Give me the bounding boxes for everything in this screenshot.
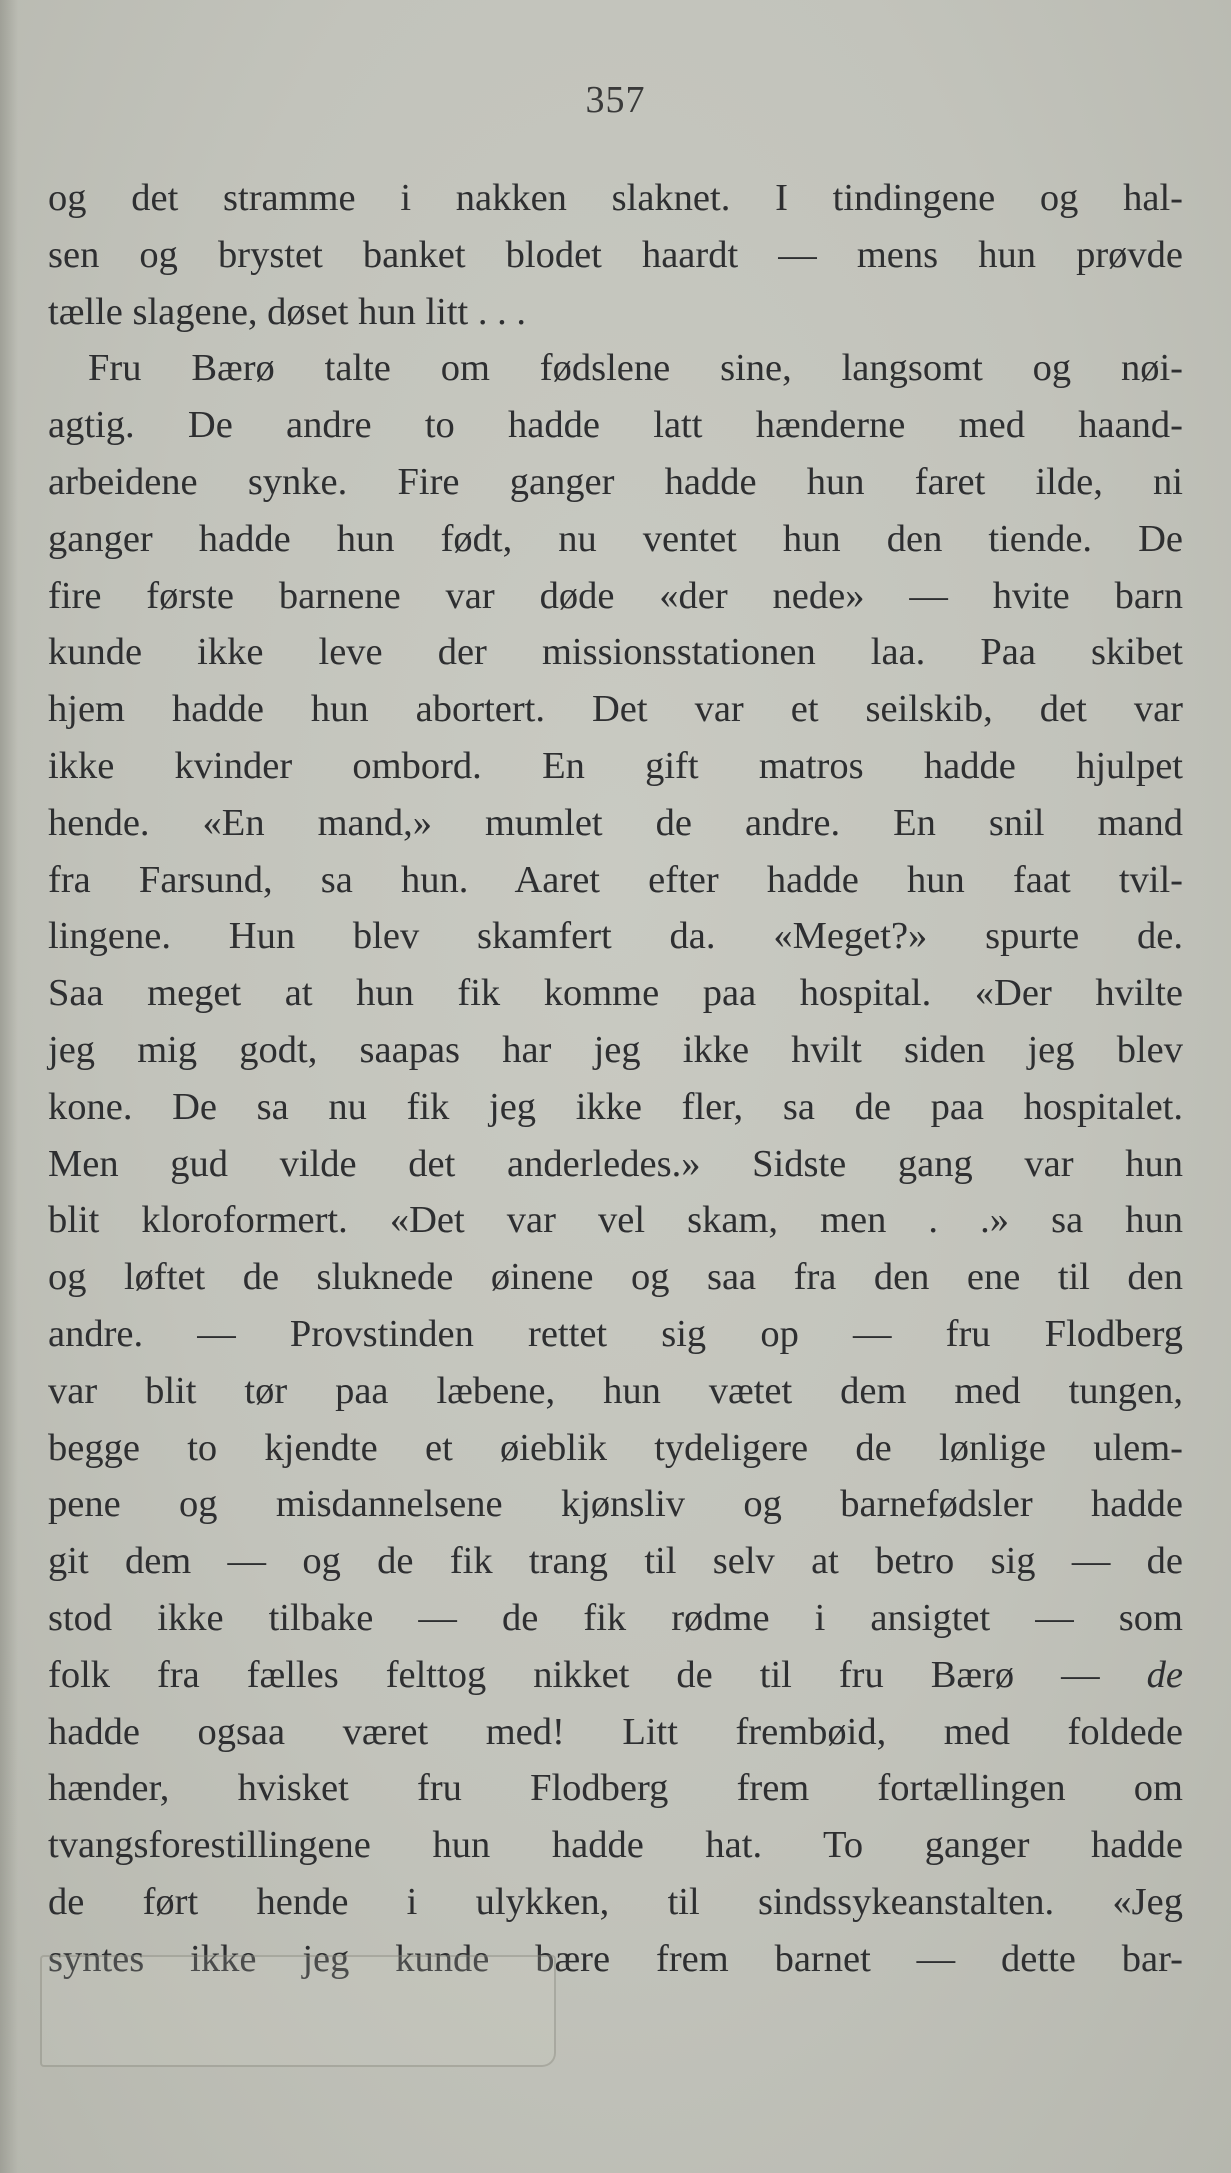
text-line: jeg mig godt, saapas har jeg ikke hvilt siden jeg blev xyxy=(48,1028,1183,1071)
text-line: Fru Bærø talte om fødslene sine, langsomt og nøi- xyxy=(88,347,1183,390)
text-line: syntes ikke jeg kunde bære frem barnet — dette bar- xyxy=(48,1937,1183,1980)
page-edge-shadow xyxy=(0,0,18,2173)
text-line: begge to kjendte et øieblik tydeligere de lønlige ulem- xyxy=(48,1426,1183,1469)
text-line-with-emphasis xyxy=(48,1647,1183,1704)
text-line: stod ikke tilbake — de fik rødme i ansigtet — som xyxy=(48,1596,1183,1639)
text-line: blit kloroformert. «Det var vel skam, men . .» sa hun xyxy=(48,1199,1183,1242)
text-line: kunde ikke leve der missionsstationen laa. Paa skibet xyxy=(48,631,1183,674)
text-line: de ført hende i ulykken, til sindssykeanstalten. «Jeg xyxy=(48,1880,1183,1923)
text-line: Men gud vilde det anderledes.» Sidste gang var hun xyxy=(48,1142,1183,1185)
text-line: fra Farsund, sa hun. Aaret efter hadde hun faat tvil- xyxy=(48,858,1183,901)
text-line: og løftet de sluknede øinene og saa fra den ene til den xyxy=(48,1256,1183,1299)
emphasized-word: de xyxy=(1146,1653,1183,1696)
text-line: lingene. Hun blev skamfert da. «Meget?» spurte de. xyxy=(48,915,1183,958)
text-line: hadde ogsaa været med! Litt frembøid, med foldede xyxy=(48,1710,1183,1753)
text-line: git dem — og de fik trang til selv at betro sig — de xyxy=(48,1540,1183,1583)
body-text xyxy=(48,170,1183,1988)
text-line: ganger hadde hun født, nu ventet hun den tiende. De xyxy=(48,517,1183,560)
text-line-part: folk fra fælles felttog nikket de til fru Bærø — xyxy=(48,1653,1100,1696)
text-line: pene og misdannelsene kjønsliv og barnefødsler hadde xyxy=(48,1483,1183,1526)
text-line: andre. — Provstinden rettet sig op — fru Flodberg xyxy=(48,1312,1183,1355)
page-number: 357 xyxy=(585,79,646,121)
text-line: og det stramme i nakken slaknet. I tindingene og hal- xyxy=(48,177,1183,219)
text-line: arbeidene synke. Fire ganger hadde hun faret ilde, ni xyxy=(48,460,1183,503)
text-line: sen og brystet banket blodet haardt — mens hun prøvde xyxy=(48,233,1183,276)
text-line: agtig. De andre to hadde latt hænderne med haand- xyxy=(48,404,1183,447)
text-line: hjem hadde hun abortert. Det var et seilskib, det var xyxy=(48,688,1183,731)
text-line: hænder, hvisket fru Flodberg frem fortællingen om xyxy=(48,1767,1183,1810)
text-line: hende. «En mand,» mumlet de andre. En snil mand xyxy=(48,801,1183,844)
transparent-tape-overlay xyxy=(40,1955,556,2067)
text-line: ikke kvinder ombord. En gift matros hadde hjulpet xyxy=(48,744,1183,787)
text-line: fire første barnene var døde «der nede» — hvite barn xyxy=(48,574,1183,617)
text-line: Saa meget at hun fik komme paa hospital. «Der hvilte xyxy=(48,972,1183,1015)
text-line: kone. De sa nu fik jeg ikke fler, sa de paa hospitalet. xyxy=(48,1085,1183,1128)
text-line: var blit tør paa læbene, hun vætet dem med tungen, xyxy=(48,1369,1183,1412)
text-line: tvangsforestillingene hun hadde hat. To ganger hadde xyxy=(48,1824,1183,1867)
text-line: tælle slagene, døset hun litt . . . xyxy=(48,290,526,333)
